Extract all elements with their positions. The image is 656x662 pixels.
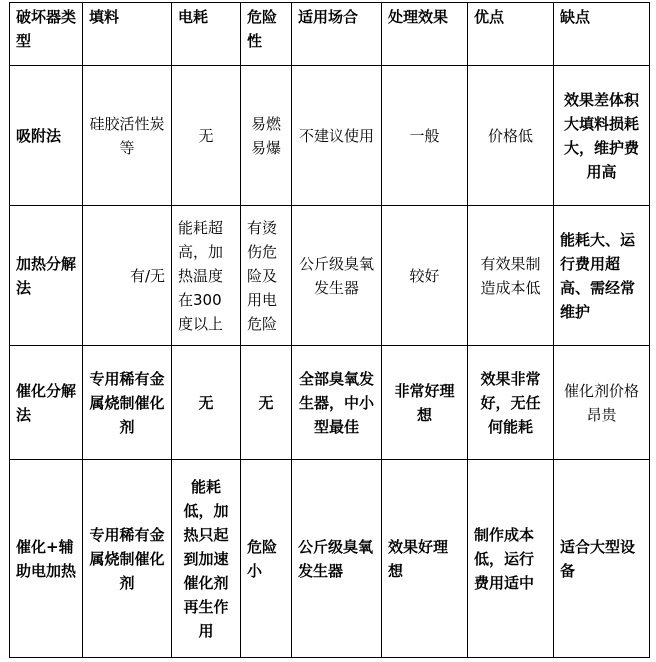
table-cell: 易燃易爆 bbox=[241, 66, 292, 206]
table-cell: 不建议使用 bbox=[292, 66, 382, 206]
table-cell: 无 bbox=[172, 66, 241, 206]
table-cell: 适合大型设备 bbox=[554, 460, 650, 658]
table-cell: 制作成本低，运行费用适中 bbox=[468, 460, 554, 658]
table-cell: 较好 bbox=[382, 206, 468, 346]
table-cell: 效果非常好，无任何能耗 bbox=[468, 346, 554, 460]
table-cell: 硅胶活性炭等 bbox=[83, 66, 172, 206]
table-cell: 催化分解法 bbox=[10, 346, 83, 460]
table-cell: 催化+辅助电加热 bbox=[10, 460, 83, 658]
header-cell-filler: 填料 bbox=[83, 3, 172, 66]
table-cell: 催化剂价格昂贵 bbox=[554, 346, 650, 460]
table-cell: 一般 bbox=[382, 66, 468, 206]
table-cell: 危险小 bbox=[241, 460, 292, 658]
table-cell: 加热分解法 bbox=[10, 206, 83, 346]
table-cell: 有烫伤危险及用电危险 bbox=[241, 206, 292, 346]
header-cell-risk: 危险性 bbox=[241, 3, 292, 66]
table-cell: 公斤级臭氧发生器 bbox=[292, 460, 382, 658]
table-cell: 有效果制造成本低 bbox=[468, 206, 554, 346]
comparison-table bbox=[9, 2, 650, 658]
table-cell: 非常好理想 bbox=[382, 346, 468, 460]
header-cell-cons: 缺点 bbox=[554, 3, 650, 66]
table-cell: 价格低 bbox=[468, 66, 554, 206]
table-cell: 专用稀有金属烧制催化剂 bbox=[83, 346, 172, 460]
table-cell: 全部臭氧发生器，中小型最佳 bbox=[292, 346, 382, 460]
table-cell: 吸附法 bbox=[10, 66, 83, 206]
table-cell: 专用稀有金属烧制催化剂 bbox=[83, 460, 172, 658]
table-cell: 效果好理想 bbox=[382, 460, 468, 658]
table-cell: 能耗大、运行费用超高、需经常维护 bbox=[554, 206, 650, 346]
table-cell: 无 bbox=[241, 346, 292, 460]
header-cell-usage: 适用场合 bbox=[292, 3, 382, 66]
table-row bbox=[10, 346, 650, 460]
table-cell: 公斤级臭氧发生器 bbox=[292, 206, 382, 346]
table-row bbox=[10, 206, 650, 346]
header-row bbox=[10, 3, 650, 66]
table-cell: 无 bbox=[172, 346, 241, 460]
table-cell: 有/无 bbox=[83, 206, 172, 346]
header-cell-effect: 处理效果 bbox=[382, 3, 468, 66]
header-cell-power: 电耗 bbox=[172, 3, 241, 66]
table-cell: 效果差体积大填料损耗大，维护费用高 bbox=[554, 66, 650, 206]
table-cell: 能耗低，加热只起到加速催化剂再生作用 bbox=[172, 460, 241, 658]
table-row bbox=[10, 66, 650, 206]
table-row bbox=[10, 460, 650, 658]
table-cell: 能耗超高，加热温度在300度以上 bbox=[172, 206, 241, 346]
header-cell-pros: 优点 bbox=[468, 3, 554, 66]
header-cell-type: 破坏器类型 bbox=[10, 3, 83, 66]
